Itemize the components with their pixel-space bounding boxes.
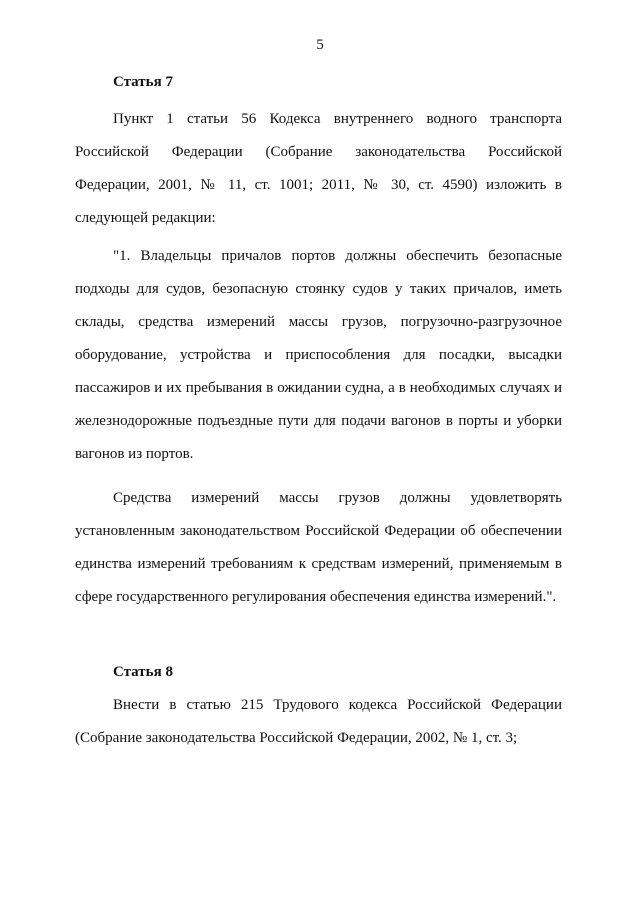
article-7-paragraph-3: Средства измерений массы грузов должны удовлетворять установленным законодательством Российской Федерации об обеспечении единства измерений требованиям к средствам измерений, применяемым в сфере государственного регулирования обеспечения единства измерений.". [75,490,562,605]
article-8-paragraph-1: Внести в статью 215 Трудового кодекса Российской Федерации (Собрание законодательства Российской Федерации, 2002, № 1, ст. 3; [75,697,562,746]
page-number: 5 [316,37,324,53]
article-7-paragraph-1: Пункт 1 статьи 56 Кодекса внутреннего водного транспорта Российской Федерации (Собрание законодательства Российской Федерации, 2001, № 11, ст. 1001; 2011, № 30, ст. 4590) изложить в следующей редакции: [75,111,562,226]
article-7-paragraph-2: "1. Владельцы причалов портов должны обеспечить безопасные подходы для судов, безопасную стоянку судов у таких причалов, иметь склады, средства измерений массы грузов, погрузочно-разгрузочное оборудование, устройства и приспособления для посадки, высадки пассажиров и их пребывания в ожидании судна, а в необходимых случаях и железнодорожные подъездные пути для подачи вагонов в порты и уборки вагонов из портов. [75,248,562,462]
article-8-heading: Статья 8 [113,664,173,680]
article-7-heading: Статья 7 [113,74,173,90]
